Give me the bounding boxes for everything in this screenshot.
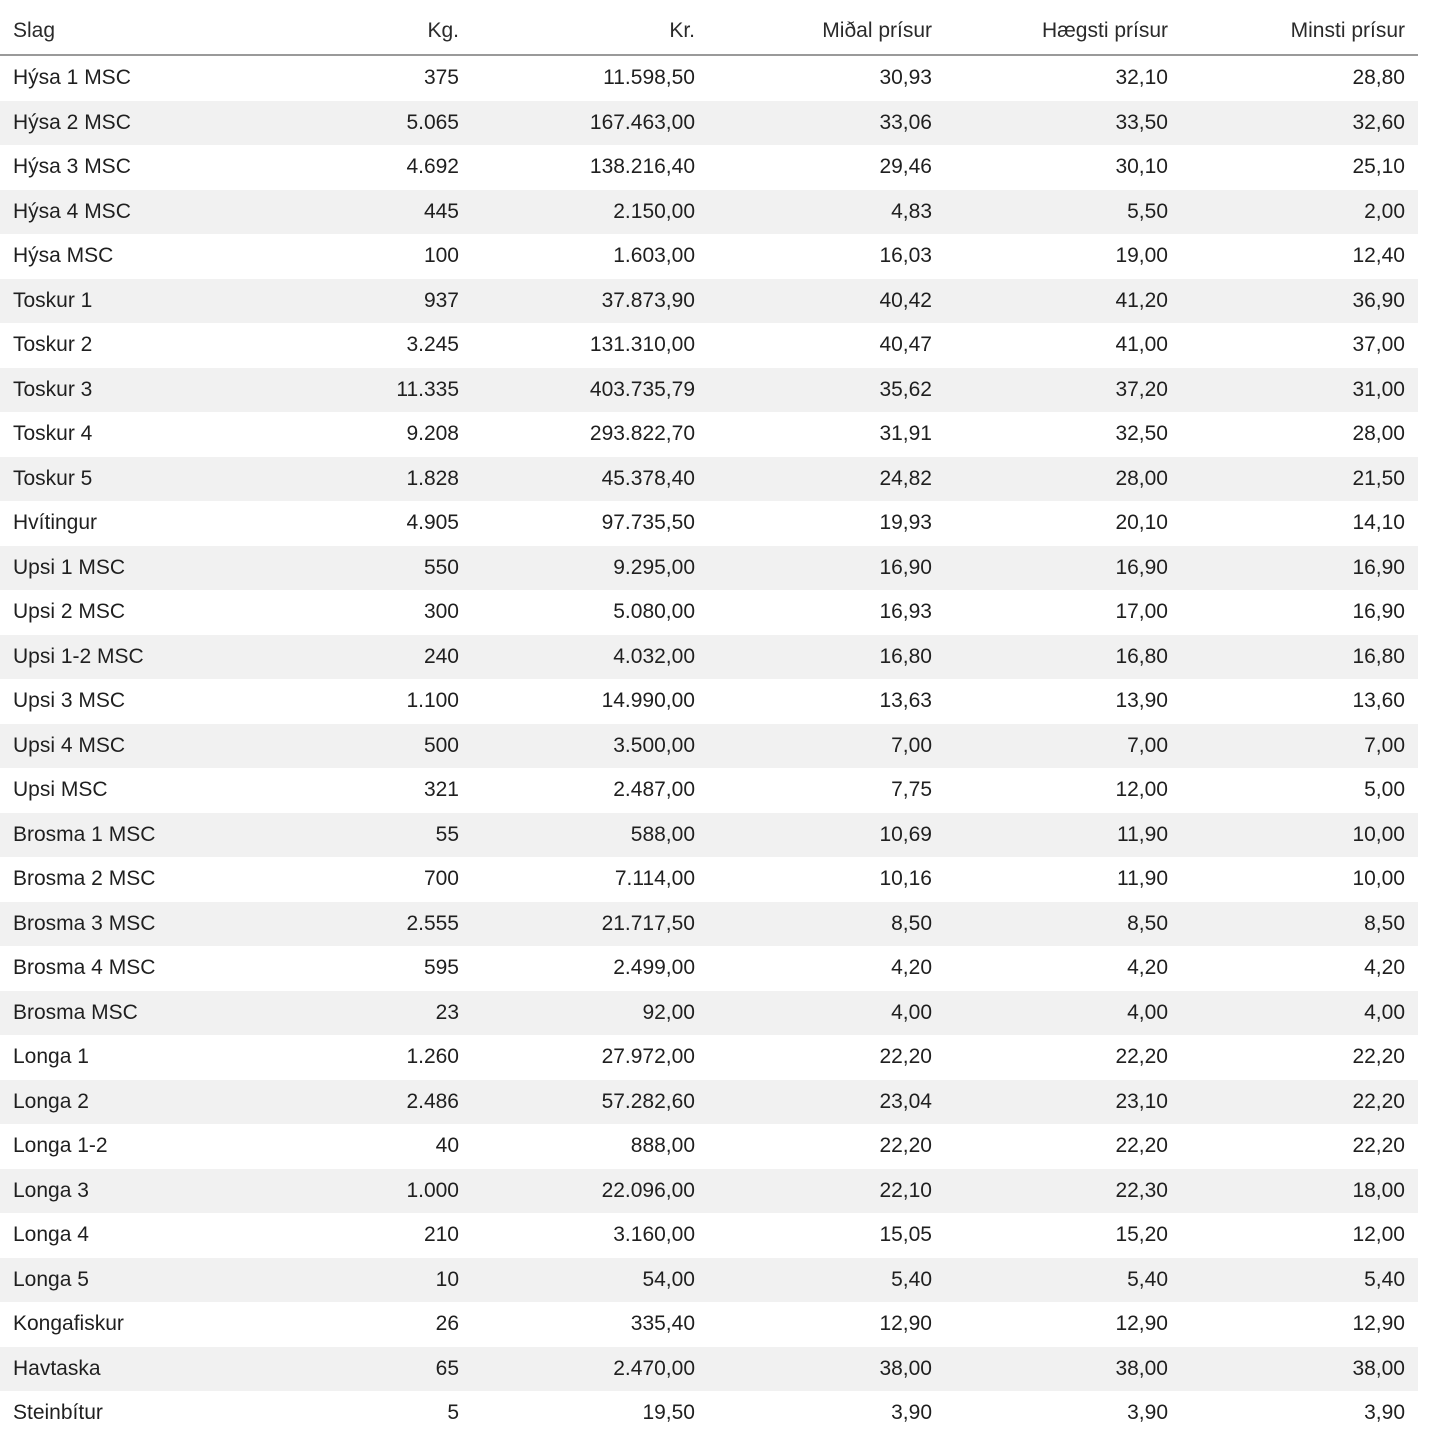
cell-kr: 293.822,70	[472, 412, 708, 457]
cell-kr: 27.972,00	[472, 1035, 708, 1080]
cell-highest-price: 4,20	[945, 946, 1181, 991]
header-row	[0, 8, 1418, 55]
cell-average-price: 16,93	[708, 590, 945, 635]
cell-lowest-price: 28,00	[1181, 412, 1418, 457]
table-row	[0, 1124, 1418, 1169]
cell-slag: Steinbítur	[0, 1391, 232, 1436]
cell-slag: Upsi 1 MSC	[0, 546, 232, 591]
cell-kg: 550	[232, 546, 472, 591]
cell-lowest-price: 13,60	[1181, 679, 1418, 724]
cell-highest-price: 16,80	[945, 635, 1181, 680]
fish-price-table	[0, 8, 1418, 1436]
table-row	[0, 234, 1418, 279]
table-row	[0, 546, 1418, 591]
cell-slag: Upsi 1-2 MSC	[0, 635, 232, 680]
cell-slag: Longa 1	[0, 1035, 232, 1080]
cell-lowest-price: 16,90	[1181, 546, 1418, 591]
cell-slag: Longa 2	[0, 1080, 232, 1125]
cell-average-price: 8,50	[708, 902, 945, 947]
cell-slag: Hýsa 1 MSC	[0, 55, 232, 101]
cell-highest-price: 8,50	[945, 902, 1181, 947]
cell-lowest-price: 4,00	[1181, 991, 1418, 1036]
table-row	[0, 991, 1418, 1036]
cell-kr: 2.487,00	[472, 768, 708, 813]
table-row	[0, 768, 1418, 813]
cell-average-price: 4,20	[708, 946, 945, 991]
cell-lowest-price: 22,20	[1181, 1035, 1418, 1080]
table-row	[0, 145, 1418, 190]
cell-kg: 2.555	[232, 902, 472, 947]
table-row	[0, 1169, 1418, 1214]
cell-average-price: 16,90	[708, 546, 945, 591]
cell-average-price: 7,75	[708, 768, 945, 813]
cell-slag: Toskur 1	[0, 279, 232, 324]
cell-slag: Hýsa MSC	[0, 234, 232, 279]
cell-lowest-price: 12,90	[1181, 1302, 1418, 1347]
table-row	[0, 1080, 1418, 1125]
cell-kg: 240	[232, 635, 472, 680]
cell-kr: 22.096,00	[472, 1169, 708, 1214]
table-row	[0, 946, 1418, 991]
cell-kg: 40	[232, 1124, 472, 1169]
table-row	[0, 679, 1418, 724]
cell-slag: Brosma 4 MSC	[0, 946, 232, 991]
cell-highest-price: 41,20	[945, 279, 1181, 324]
cell-average-price: 3,90	[708, 1391, 945, 1436]
cell-kg: 300	[232, 590, 472, 635]
cell-kr: 588,00	[472, 813, 708, 858]
cell-kg: 2.486	[232, 1080, 472, 1125]
cell-highest-price: 38,00	[945, 1347, 1181, 1392]
cell-average-price: 22,20	[708, 1035, 945, 1080]
cell-highest-price: 30,10	[945, 145, 1181, 190]
cell-kg: 1.828	[232, 457, 472, 502]
cell-kr: 7.114,00	[472, 857, 708, 902]
table-row	[0, 635, 1418, 680]
cell-lowest-price: 3,90	[1181, 1391, 1418, 1436]
cell-slag: Upsi MSC	[0, 768, 232, 813]
cell-kg: 700	[232, 857, 472, 902]
cell-highest-price: 19,00	[945, 234, 1181, 279]
cell-lowest-price: 5,40	[1181, 1258, 1418, 1303]
cell-kr: 57.282,60	[472, 1080, 708, 1125]
cell-highest-price: 17,00	[945, 590, 1181, 635]
cell-highest-price: 22,20	[945, 1124, 1181, 1169]
cell-highest-price: 11,90	[945, 857, 1181, 902]
cell-average-price: 5,40	[708, 1258, 945, 1303]
table-row	[0, 368, 1418, 413]
table-row	[0, 323, 1418, 368]
cell-slag: Longa 1-2	[0, 1124, 232, 1169]
cell-average-price: 24,82	[708, 457, 945, 502]
cell-lowest-price: 21,50	[1181, 457, 1418, 502]
table-row	[0, 1391, 1418, 1436]
cell-kr: 92,00	[472, 991, 708, 1036]
column-header-kr[interactable]: Kr.	[472, 8, 708, 55]
cell-average-price: 29,46	[708, 145, 945, 190]
cell-average-price: 22,10	[708, 1169, 945, 1214]
cell-highest-price: 16,90	[945, 546, 1181, 591]
cell-lowest-price: 10,00	[1181, 813, 1418, 858]
cell-average-price: 7,00	[708, 724, 945, 769]
cell-highest-price: 22,20	[945, 1035, 1181, 1080]
cell-slag: Brosma 1 MSC	[0, 813, 232, 858]
cell-kg: 937	[232, 279, 472, 324]
cell-highest-price: 37,20	[945, 368, 1181, 413]
cell-kg: 23	[232, 991, 472, 1036]
cell-slag: Upsi 3 MSC	[0, 679, 232, 724]
cell-highest-price: 20,10	[945, 501, 1181, 546]
cell-kr: 11.598,50	[472, 55, 708, 101]
cell-kr: 2.150,00	[472, 190, 708, 235]
cell-highest-price: 33,50	[945, 101, 1181, 146]
cell-highest-price: 28,00	[945, 457, 1181, 502]
cell-average-price: 12,90	[708, 1302, 945, 1347]
cell-slag: Upsi 2 MSC	[0, 590, 232, 635]
cell-lowest-price: 16,80	[1181, 635, 1418, 680]
cell-lowest-price: 5,00	[1181, 768, 1418, 813]
cell-lowest-price: 28,80	[1181, 55, 1418, 101]
cell-kr: 5.080,00	[472, 590, 708, 635]
table-row	[0, 101, 1418, 146]
cell-kr: 4.032,00	[472, 635, 708, 680]
cell-lowest-price: 12,00	[1181, 1213, 1418, 1258]
cell-kr: 335,40	[472, 1302, 708, 1347]
cell-average-price: 40,42	[708, 279, 945, 324]
cell-lowest-price: 31,00	[1181, 368, 1418, 413]
cell-average-price: 10,69	[708, 813, 945, 858]
cell-kg: 5.065	[232, 101, 472, 146]
cell-kg: 1.100	[232, 679, 472, 724]
table-row	[0, 1213, 1418, 1258]
table-row	[0, 1347, 1418, 1392]
cell-kg: 65	[232, 1347, 472, 1392]
cell-kr: 19,50	[472, 1391, 708, 1436]
cell-average-price: 4,83	[708, 190, 945, 235]
cell-slag: Longa 5	[0, 1258, 232, 1303]
cell-lowest-price: 2,00	[1181, 190, 1418, 235]
table-row	[0, 457, 1418, 502]
cell-kg: 445	[232, 190, 472, 235]
cell-slag: Hvítingur	[0, 501, 232, 546]
cell-kg: 100	[232, 234, 472, 279]
cell-kr: 9.295,00	[472, 546, 708, 591]
cell-highest-price: 3,90	[945, 1391, 1181, 1436]
cell-average-price: 35,62	[708, 368, 945, 413]
table-row	[0, 190, 1418, 235]
cell-average-price: 15,05	[708, 1213, 945, 1258]
cell-slag: Toskur 2	[0, 323, 232, 368]
cell-kr: 888,00	[472, 1124, 708, 1169]
cell-kg: 9.208	[232, 412, 472, 457]
cell-lowest-price: 7,00	[1181, 724, 1418, 769]
cell-average-price: 13,63	[708, 679, 945, 724]
cell-kr: 3.160,00	[472, 1213, 708, 1258]
cell-kg: 55	[232, 813, 472, 858]
cell-slag: Longa 3	[0, 1169, 232, 1214]
cell-highest-price: 5,50	[945, 190, 1181, 235]
cell-kr: 3.500,00	[472, 724, 708, 769]
cell-average-price: 30,93	[708, 55, 945, 101]
cell-kg: 11.335	[232, 368, 472, 413]
price-table-container	[0, 8, 1418, 1436]
cell-lowest-price: 36,90	[1181, 279, 1418, 324]
column-header-lowest-price[interactable]: Minsti prísur	[1181, 8, 1418, 55]
cell-lowest-price: 4,20	[1181, 946, 1418, 991]
cell-lowest-price: 10,00	[1181, 857, 1418, 902]
cell-highest-price: 22,30	[945, 1169, 1181, 1214]
cell-highest-price: 15,20	[945, 1213, 1181, 1258]
cell-kr: 1.603,00	[472, 234, 708, 279]
cell-lowest-price: 8,50	[1181, 902, 1418, 947]
column-header-slag[interactable]: Slag	[0, 8, 232, 55]
cell-average-price: 23,04	[708, 1080, 945, 1125]
cell-kr: 131.310,00	[472, 323, 708, 368]
cell-highest-price: 4,00	[945, 991, 1181, 1036]
table-row	[0, 1302, 1418, 1347]
cell-kg: 500	[232, 724, 472, 769]
cell-highest-price: 32,10	[945, 55, 1181, 101]
cell-lowest-price: 18,00	[1181, 1169, 1418, 1214]
cell-highest-price: 12,90	[945, 1302, 1181, 1347]
cell-average-price: 16,80	[708, 635, 945, 680]
cell-highest-price: 32,50	[945, 412, 1181, 457]
cell-slag: Upsi 4 MSC	[0, 724, 232, 769]
cell-kr: 403.735,79	[472, 368, 708, 413]
cell-slag: Brosma 3 MSC	[0, 902, 232, 947]
table-row	[0, 902, 1418, 947]
cell-kr: 97.735,50	[472, 501, 708, 546]
table-row	[0, 590, 1418, 635]
cell-kr: 167.463,00	[472, 101, 708, 146]
cell-kr: 54,00	[472, 1258, 708, 1303]
cell-kg: 5	[232, 1391, 472, 1436]
cell-slag: Brosma MSC	[0, 991, 232, 1036]
cell-slag: Brosma 2 MSC	[0, 857, 232, 902]
cell-lowest-price: 12,40	[1181, 234, 1418, 279]
table-row	[0, 55, 1418, 101]
cell-slag: Toskur 4	[0, 412, 232, 457]
cell-slag: Hýsa 3 MSC	[0, 145, 232, 190]
cell-kg: 10	[232, 1258, 472, 1303]
cell-highest-price: 13,90	[945, 679, 1181, 724]
cell-average-price: 19,93	[708, 501, 945, 546]
cell-slag: Toskur 3	[0, 368, 232, 413]
cell-kg: 1.260	[232, 1035, 472, 1080]
cell-slag: Longa 4	[0, 1213, 232, 1258]
cell-average-price: 40,47	[708, 323, 945, 368]
cell-kr: 2.499,00	[472, 946, 708, 991]
cell-average-price: 4,00	[708, 991, 945, 1036]
cell-slag: Hýsa 2 MSC	[0, 101, 232, 146]
cell-kr: 45.378,40	[472, 457, 708, 502]
cell-highest-price: 23,10	[945, 1080, 1181, 1125]
cell-highest-price: 7,00	[945, 724, 1181, 769]
cell-lowest-price: 22,20	[1181, 1080, 1418, 1125]
cell-lowest-price: 37,00	[1181, 323, 1418, 368]
cell-slag: Hýsa 4 MSC	[0, 190, 232, 235]
table-row	[0, 279, 1418, 324]
table-row	[0, 1258, 1418, 1303]
cell-average-price: 10,16	[708, 857, 945, 902]
cell-average-price: 16,03	[708, 234, 945, 279]
table-body	[0, 55, 1418, 1436]
cell-slag: Havtaska	[0, 1347, 232, 1392]
cell-lowest-price: 38,00	[1181, 1347, 1418, 1392]
cell-kg: 375	[232, 55, 472, 101]
table-row	[0, 501, 1418, 546]
cell-kg: 4.692	[232, 145, 472, 190]
cell-kg: 210	[232, 1213, 472, 1258]
cell-kr: 2.470,00	[472, 1347, 708, 1392]
cell-kg: 4.905	[232, 501, 472, 546]
cell-average-price: 33,06	[708, 101, 945, 146]
cell-kr: 37.873,90	[472, 279, 708, 324]
cell-slag: Kongafiskur	[0, 1302, 232, 1347]
table-row	[0, 412, 1418, 457]
cell-highest-price: 12,00	[945, 768, 1181, 813]
column-header-average-price[interactable]: Miðal prísur	[708, 8, 945, 55]
cell-average-price: 38,00	[708, 1347, 945, 1392]
cell-kr: 21.717,50	[472, 902, 708, 947]
cell-highest-price: 5,40	[945, 1258, 1181, 1303]
cell-highest-price: 41,00	[945, 323, 1181, 368]
cell-average-price: 22,20	[708, 1124, 945, 1169]
cell-average-price: 31,91	[708, 412, 945, 457]
cell-slag: Toskur 5	[0, 457, 232, 502]
table-row	[0, 724, 1418, 769]
table-row	[0, 1035, 1418, 1080]
column-header-highest-price[interactable]: Hægsti prísur	[945, 8, 1181, 55]
cell-lowest-price: 16,90	[1181, 590, 1418, 635]
cell-kg: 595	[232, 946, 472, 991]
cell-kg: 1.000	[232, 1169, 472, 1214]
cell-kg: 3.245	[232, 323, 472, 368]
cell-lowest-price: 32,60	[1181, 101, 1418, 146]
cell-kg: 26	[232, 1302, 472, 1347]
column-header-kg[interactable]: Kg.	[232, 8, 472, 55]
cell-lowest-price: 14,10	[1181, 501, 1418, 546]
cell-lowest-price: 25,10	[1181, 145, 1418, 190]
cell-kr: 138.216,40	[472, 145, 708, 190]
table-row	[0, 857, 1418, 902]
cell-kg: 321	[232, 768, 472, 813]
cell-lowest-price: 22,20	[1181, 1124, 1418, 1169]
cell-highest-price: 11,90	[945, 813, 1181, 858]
cell-kr: 14.990,00	[472, 679, 708, 724]
table-row	[0, 813, 1418, 858]
table-header	[0, 8, 1418, 55]
